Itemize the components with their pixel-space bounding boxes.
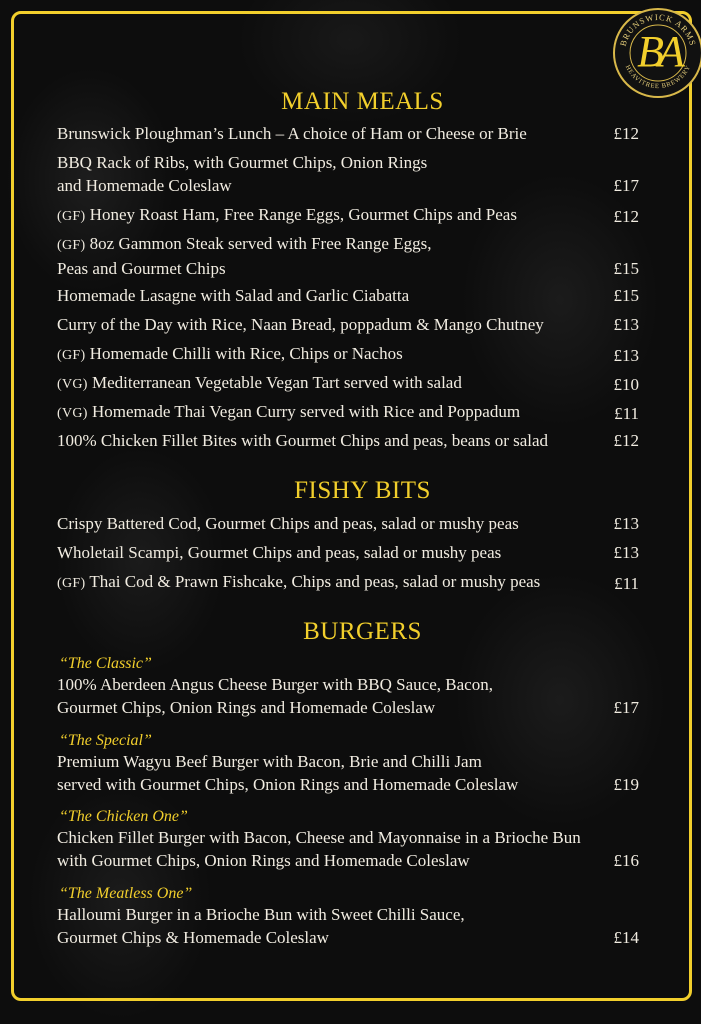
menu-item-description (57, 342, 602, 367)
menu-item-line: 100% Aberdeen Angus Cheese Burger with BBQ Sauce, Bacon, (57, 675, 493, 694)
menu-item-description (57, 232, 602, 280)
menu-item (57, 203, 642, 228)
dietary-tag: (GF) (57, 576, 86, 591)
menu-item-price: £13 (613, 543, 639, 562)
menu-item-description (57, 826, 647, 872)
menu-item-line: Honey Roast Ham, Free Range Eggs, Gourmet Chips and Peas (89, 205, 517, 224)
burgers-title: BURGERS (303, 618, 422, 645)
menu-item-line: with Gourmet Chips, Onion Rings and Homemade Coleslaw (57, 851, 470, 870)
burger-name: “The Special” (59, 732, 152, 749)
menu-item-price: £10 (613, 375, 639, 394)
menu-item-description (57, 512, 602, 535)
menu-item (57, 313, 642, 336)
menu-item (57, 400, 642, 425)
menu-item (57, 750, 642, 796)
menu-item-line: and Homemade Coleslaw (57, 176, 232, 195)
menu-item-description (57, 400, 602, 425)
menu-item (57, 284, 642, 307)
menu-item-price: £16 (613, 851, 639, 870)
menu-item-description (57, 570, 602, 595)
dietary-tag: (GF) (57, 209, 86, 224)
menu-item (57, 512, 642, 535)
menu-item (57, 151, 642, 197)
menu-item-price: £13 (613, 514, 639, 533)
menu-item-description (57, 313, 602, 336)
menu-item-line: Halloumi Burger in a Brioche Bun with Sweet Chilli Sauce, (57, 905, 465, 924)
menu-item-line: Homemade Lasagne with Salad and Garlic Ciabatta (57, 286, 410, 305)
menu-item-line: Brunswick Ploughman’s Lunch – A choice of Ham or Cheese or Brie (57, 124, 527, 143)
menu-item-line: BBQ Rack of Ribs, with Gourmet Chips, Onion Rings (57, 153, 428, 172)
menu-item-line: Premium Wagyu Beef Burger with Bacon, Brie and Chilli Jam (57, 752, 482, 771)
menu-item-line: Gourmet Chips & Homemade Coleslaw (57, 928, 329, 947)
menu-item-price: £11 (614, 404, 639, 423)
menu-item-price: £14 (613, 928, 639, 947)
menu-item-line: Gourmet Chips, Onion Rings and Homemade Coleslaw (57, 698, 436, 717)
menu-item-description (57, 284, 602, 307)
menu-item-price: £17 (613, 698, 639, 717)
menu-item-line: Homemade Chilli with Rice, Chips or Nachos (89, 344, 403, 363)
burger-name: “The Chicken One” (59, 808, 188, 825)
menu-item-description (57, 429, 602, 452)
menu-item (57, 122, 642, 145)
menu-item-price: £15 (613, 259, 639, 278)
menu-item-description (57, 673, 647, 719)
menu-item-line: Thai Cod & Prawn Fishcake, Chips and peas, salad or mushy peas (89, 572, 541, 591)
dietary-tag: (GF) (57, 348, 86, 363)
menu-item-description (57, 903, 647, 949)
menu-item (57, 673, 642, 719)
dietary-tag: (VG) (57, 406, 88, 421)
menu-item-line: 8oz Gammon Steak served with Free Range Eggs, (89, 234, 432, 253)
menu-item-line: Homemade Thai Vegan Curry served with Rice and Poppadum (92, 402, 521, 421)
menu-item-price: £13 (613, 315, 639, 334)
menu-item-description (57, 203, 602, 228)
burger-name: “The Meatless One” (59, 885, 193, 902)
menu-item (57, 371, 642, 396)
menu-item-line: Curry of the Day with Rice, Naan Bread, poppadum & Mango Chutney (57, 315, 544, 334)
menu-item-line: Crispy Battered Cod, Gourmet Chips and peas, salad or mushy peas (57, 514, 519, 533)
fishy-bits-title: FISHY BITS (294, 477, 431, 504)
brunswick-arms-logo (613, 8, 701, 98)
menu-item-description (57, 122, 602, 145)
menu-item-line: Mediterranean Vegetable Vegan Tart served with salad (92, 373, 462, 392)
menu-item-description (57, 541, 602, 564)
menu-item-description (57, 371, 602, 396)
menu-item-price: £12 (613, 124, 639, 143)
menu-item-description (57, 750, 647, 796)
menu-item (57, 826, 642, 872)
dietary-tag: (VG) (57, 377, 88, 392)
menu-item-line: served with Gourmet Chips, Onion Rings and Homemade Coleslaw (57, 775, 519, 794)
menu-item (57, 232, 642, 280)
menu-item (57, 429, 642, 452)
menu-item (57, 541, 642, 564)
logo-ring-bottom-text: HEAVITREE BREWERY (623, 64, 693, 91)
menu-item-line: Peas and Gourmet Chips (57, 259, 226, 278)
menu-item (57, 903, 642, 949)
menu-item-description (57, 151, 602, 197)
main-meals-title: MAIN MEALS (281, 88, 444, 115)
menu-item-price: £12 (613, 431, 639, 450)
menu-item-price: £15 (613, 286, 639, 305)
dietary-tag: (GF) (57, 238, 86, 253)
menu-item-line: Chicken Fillet Burger with Bacon, Cheese and Mayonnaise in a Brioche Bun (57, 828, 581, 847)
menu-item-price: £13 (613, 346, 639, 365)
logo-monogram: BA (637, 27, 679, 76)
menu-item-line: 100% Chicken Fillet Bites with Gourmet Chips and peas, beans or salad (57, 431, 549, 450)
menu-item (57, 342, 642, 367)
menu-item-price: £19 (613, 775, 639, 794)
menu-item-line: Wholetail Scampi, Gourmet Chips and peas, salad or mushy peas (57, 543, 502, 562)
logo-ring-top-text: BRUNSWICK ARMS (617, 11, 699, 48)
menu-item-price: £12 (613, 207, 639, 226)
menu-item (57, 570, 642, 595)
burger-name: “The Classic” (59, 655, 152, 672)
menu-item-price: £11 (614, 574, 639, 593)
menu-item-price: £17 (613, 176, 639, 195)
